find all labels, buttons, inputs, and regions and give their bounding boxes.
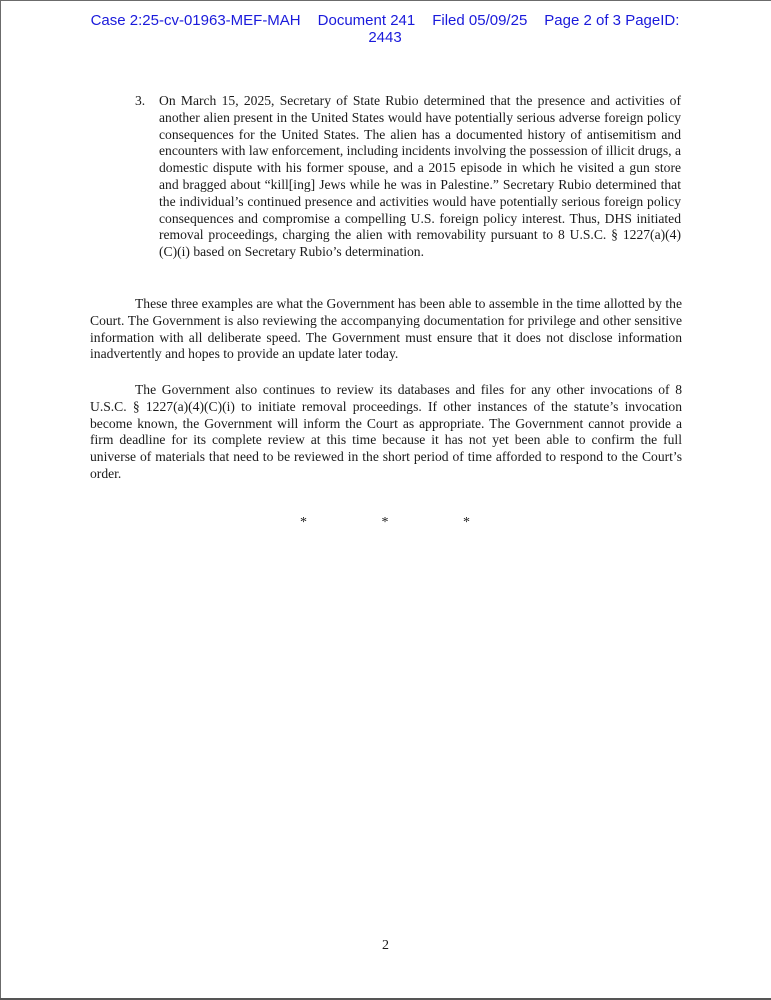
- separator-star: *: [300, 515, 307, 530]
- case-number: Case 2:25-cv-01963-MEF-MAH: [90, 12, 301, 29]
- separator-star: *: [381, 515, 389, 530]
- section-separator: [300, 515, 470, 531]
- item-text: On March 15, 2025, Secretary of State Rubio determined that the presence and activities of another alien present in the United States would have potentially serious adverse foreign policy consequences for the United States. The alien has a documented history of antisemitism and encounters with law enforcement, including incidents involving the possession of illicit drugs, a domestic dispute with his former spouse, and a 2015 episode in which he visited a gun store and bragged about “kill[ing] Jews while he was in Palestine.” Secretary Rubio determined that the individual’s continued presence and activities would have potentially serious foreign policy consequences and compromise a compelling U.S. foreign policy interest. Thus, DHS initiated removal proceedings, charging the alien with removability pursuant to 8 U.S.C. § 1227(a)(4)(C)(i) based on Secretary Rubio’s determination.: [159, 93, 681, 260]
- page-border-top: [0, 0, 771, 1]
- page-id: 2443: [368, 28, 402, 46]
- page-border-left: [0, 0, 1, 1000]
- separator-star: *: [463, 515, 470, 530]
- paragraph-examples: These three examples are what the Government has been able to assemble in the time allotted by the Court. The Government is also reviewing the accompanying documentation for privilege and other sensitive information with all deliberate speed. The Government must ensure that it does not disclose information inadvertently and hopes to provide an update later today.: [90, 296, 682, 362]
- filed-date: Filed 05/09/25: [432, 12, 528, 29]
- filing-header: [60, 13, 710, 46]
- page-number: 2: [382, 938, 389, 953]
- item-number: 3.: [135, 93, 146, 108]
- paragraph-review: The Government also continues to review its databases and files for any other invocations of 8 U.S.C. § 1227(a)(4)(C)(i) to initiate removal proceedings. If other instances of the statute’s invocation become known, the Government will inform the Court as appropriate. The Government cannot provide a firm deadline for its complete review at this time because it has not yet been able to confirm the full universe of materials that need to be reviewed in the short period of time afforded to respond to the Court’s order.: [90, 382, 682, 481]
- document-number: Document 241: [317, 12, 416, 29]
- page-info: Page 2 of 3 PageID:: [544, 12, 680, 29]
